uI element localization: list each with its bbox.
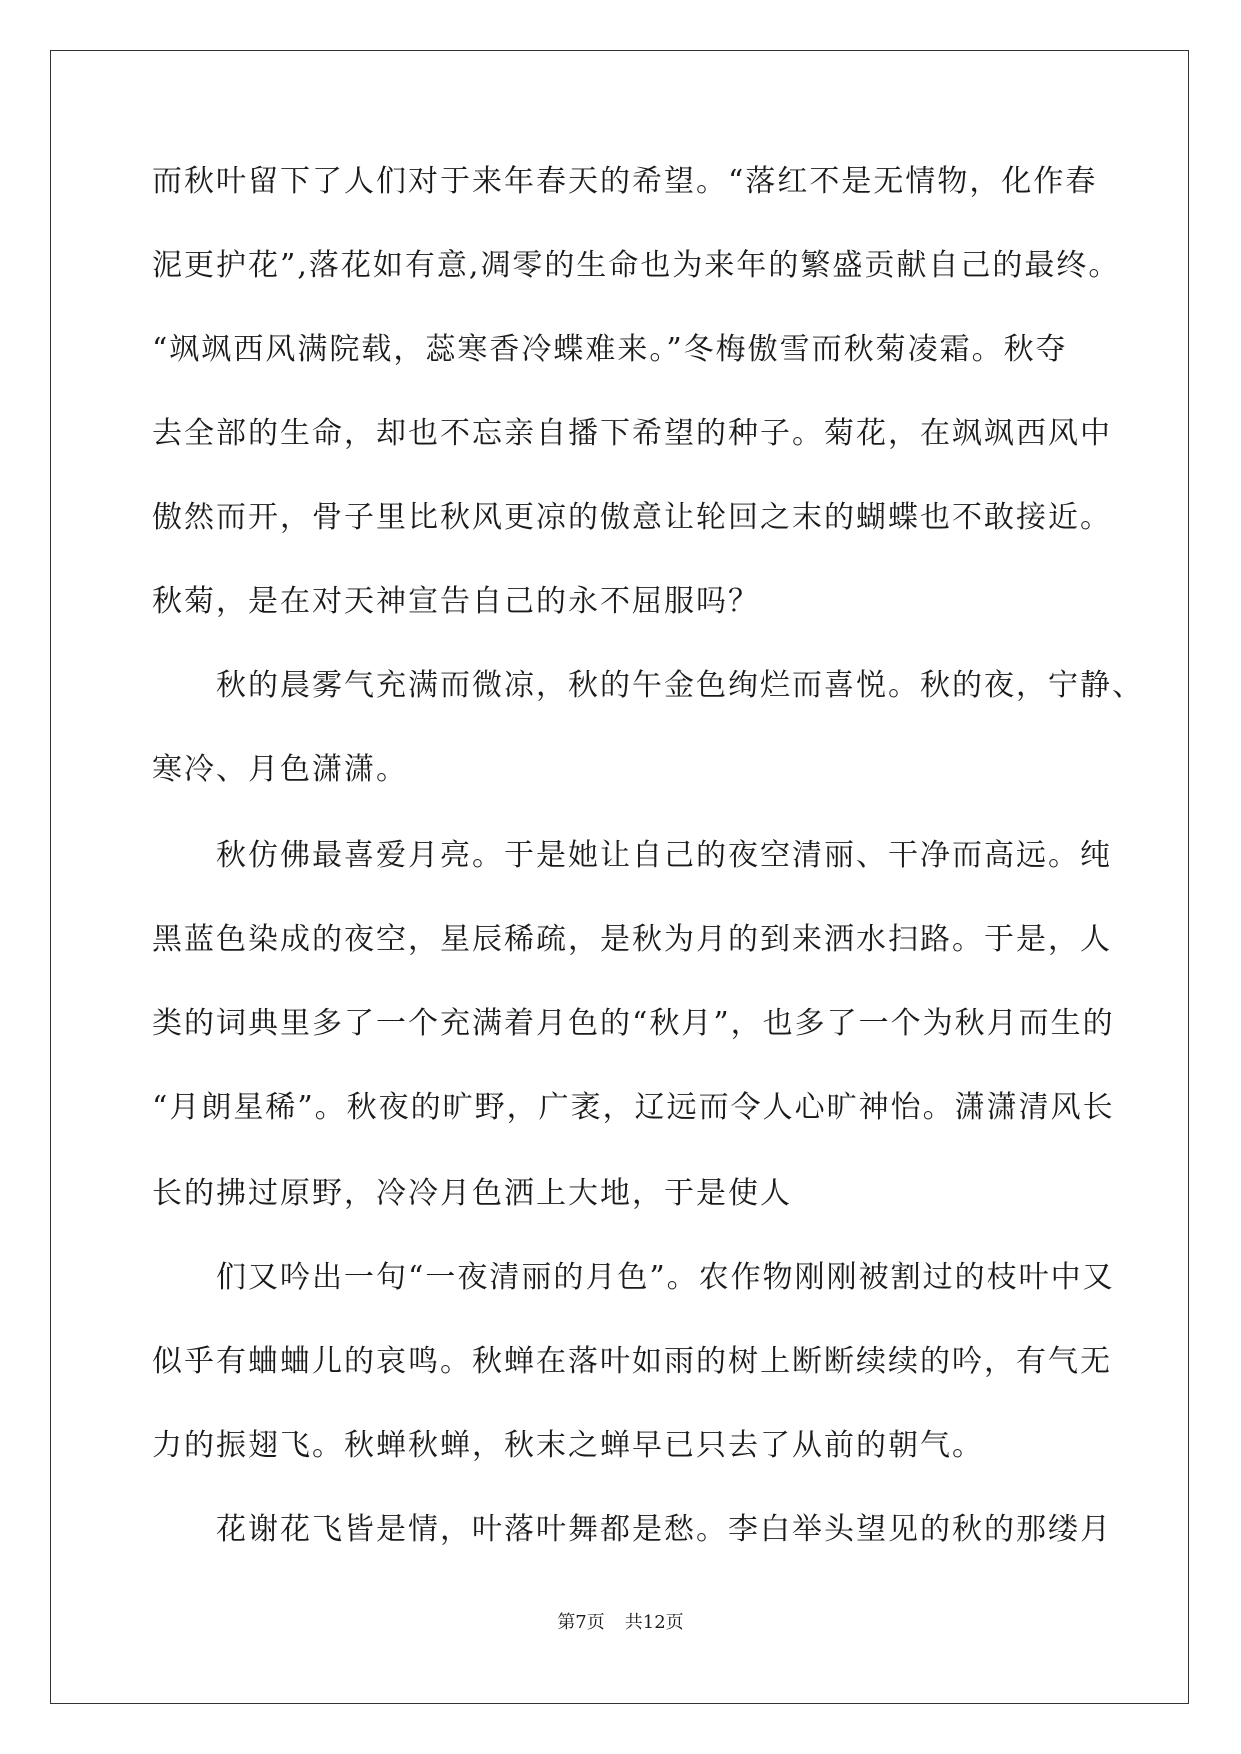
text-line: 而秋叶留下了人们对于来年春天的希望。“落红不是无情物，化作春 xyxy=(152,164,1098,199)
text-line: 力的振翅飞。秋蝉秋蝉，秋末之蝉早已只去了从前的朝气。 xyxy=(152,1428,984,1463)
page-total: 共12页 xyxy=(624,1612,684,1633)
text-line: 傲然而开，骨子里比秋风更凉的傲意让轮回之末的蝴蝶也不敢接近。 xyxy=(152,500,1112,535)
text-line: 黑蓝色染成的夜空，星辰稀疏，是秋为月的到来洒水扫路。于是，人 xyxy=(152,922,1112,957)
text-line: 秋菊，是在对天神宣告自己的永不屈服吗？ xyxy=(152,584,760,619)
text-line: 去全部的生命，却也不忘亲自播下希望的种子。菊花，在飒飒西风中 xyxy=(152,416,1112,451)
text-line: “飒飒西风满院载，蕊寒香冷蝶难来。”冬梅傲雪而秋菊凌霜。秋夺 xyxy=(152,332,1068,367)
text-line: 秋的晨雾气充满而微凉，秋的午金色绚烂而喜悦。秋的夜，宁静、 xyxy=(152,668,1144,703)
text-line: 泥更护花”,落花如有意,凋零的生命也为来年的繁盛贡献自己的最终。 xyxy=(152,248,1121,283)
text-line: 们又吟出一句“一夜清丽的月色”。农作物刚刚被割过的枝叶中又 xyxy=(152,1260,1115,1295)
text-line: 秋仿佛最喜爱月亮。于是她让自己的夜空清丽、干净而高远。纯 xyxy=(152,838,1112,873)
page-footer xyxy=(0,1608,1241,1634)
text-line: 花谢花飞皆是情，叶落叶舞都是愁。李白举头望见的秋的那缕月 xyxy=(152,1512,1112,1547)
text-line: 类的词典里多了一个充满着月色的“秋月”，也多了一个为秋月而生的 xyxy=(152,1006,1115,1041)
text-line: 似乎有蛐蛐儿的哀鸣。秋蝉在落叶如雨的树上断断续续的吟，有气无 xyxy=(152,1344,1112,1379)
text-line: 长的拂过原野，冷冷月色洒上大地，于是使人 xyxy=(152,1176,792,1211)
text-line: 寒冷、月色潇潇。 xyxy=(152,752,408,787)
text-line: “月朗星稀”。秋夜的旷野，广袤，辽远而令人心旷神怡。潇潇清风长 xyxy=(152,1090,1115,1125)
page-number: 第7页 xyxy=(557,1612,605,1633)
